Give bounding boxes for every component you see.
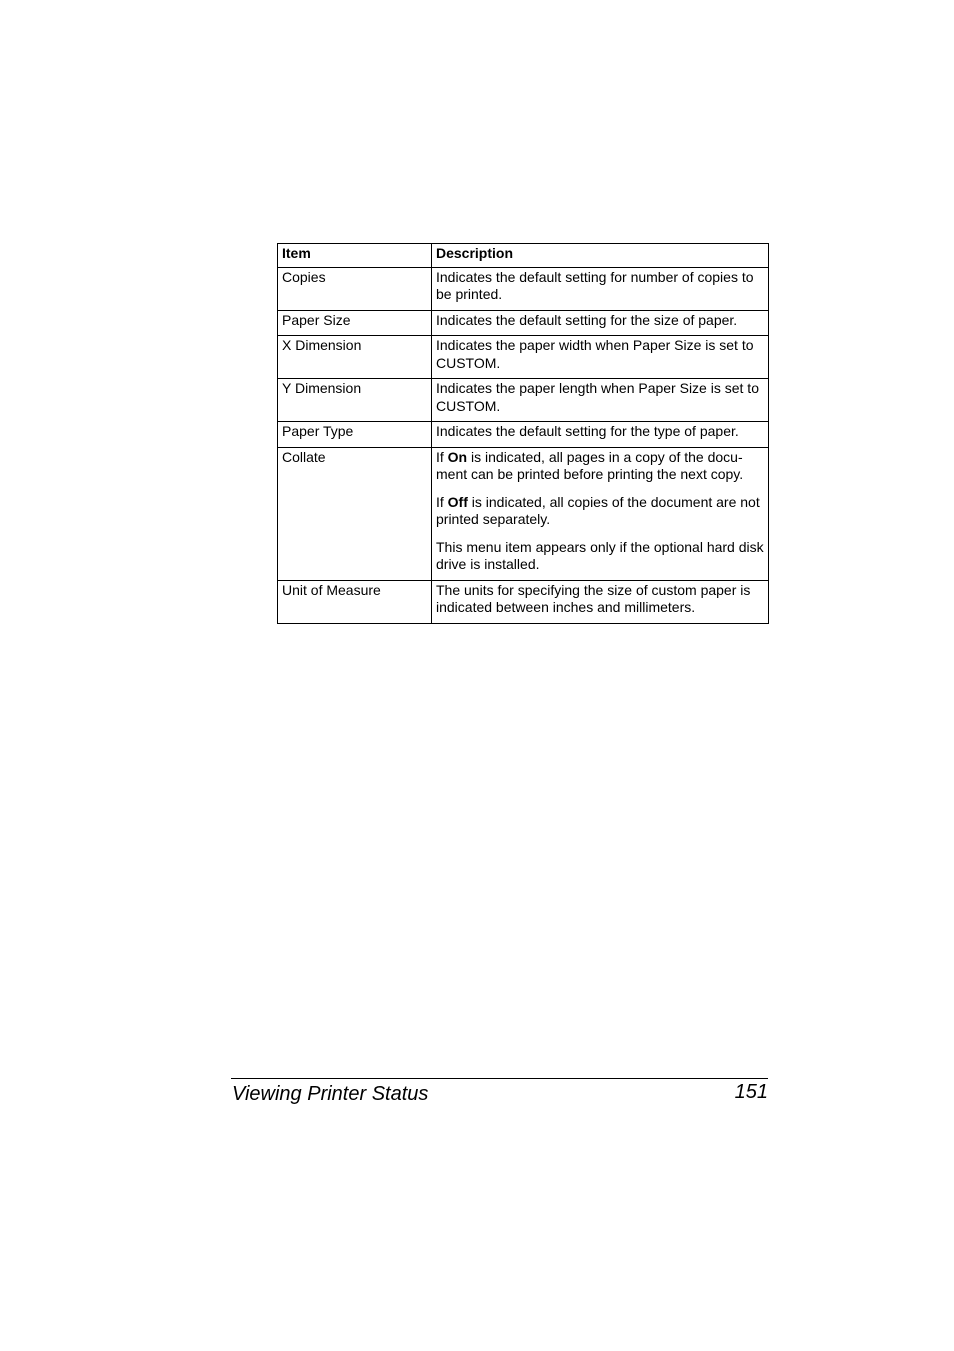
description-text: The units for specifying the size of custom paper is indicated between inches and millimeters.: [436, 581, 751, 615]
column-header-item: Item: [278, 244, 432, 268]
description-paragraph: [436, 494, 765, 529]
description-paragraph: [436, 269, 765, 304]
description-cell: [432, 336, 769, 379]
description-text: is indicated, all pages in a copy of the docu-ment can be printed before printing the next copy.: [436, 448, 744, 482]
table-row: [278, 379, 769, 422]
table-row: [278, 580, 769, 623]
description-paragraph: [436, 380, 765, 415]
table-body: [278, 267, 769, 623]
column-header-description: Description: [432, 244, 769, 268]
description-text: Indicates the paper length when Paper Size is set to CUSTOM.: [436, 380, 759, 414]
footer-divider: [231, 1078, 768, 1079]
table-header: [278, 244, 769, 268]
description-text: If: [436, 493, 448, 510]
description-cell: [432, 267, 769, 310]
table-row: [278, 336, 769, 379]
description-paragraph: [436, 337, 765, 372]
item-cell: Paper Type: [278, 422, 432, 448]
item-cell: Paper Size: [278, 310, 432, 336]
table-header-row: [278, 244, 769, 268]
settings-table: [277, 243, 769, 624]
item-cell: X Dimension: [278, 336, 432, 379]
item-cell: Y Dimension: [278, 379, 432, 422]
description-text: This menu item appears only if the optional hard disk drive is installed.: [436, 538, 764, 572]
page-number: 151: [734, 1081, 768, 1103]
description-paragraph: [436, 582, 765, 617]
description-text: is indicated, all copies of the document are not printed separately.: [436, 493, 760, 527]
description-text: Indicates the default setting for number of copies to be printed.: [436, 268, 754, 302]
emphasized-value: Off: [447, 493, 468, 510]
description-cell: [432, 310, 769, 336]
table-row: [278, 422, 769, 448]
description-text: Indicates the default setting for the size of paper.: [436, 311, 738, 328]
footer-section-title: Viewing Printer Status: [232, 1083, 429, 1105]
description-cell: [432, 379, 769, 422]
item-cell: Unit of Measure: [278, 580, 432, 623]
description-cell: [432, 580, 769, 623]
table-row: [278, 267, 769, 310]
description-cell: [432, 447, 769, 580]
emphasized-value: On: [447, 448, 468, 465]
table-row: [278, 310, 769, 336]
description-paragraph: [436, 312, 765, 330]
description-cell: [432, 422, 769, 448]
description-paragraph: [436, 539, 765, 574]
item-cell: Collate: [278, 447, 432, 580]
description-text: Indicates the default setting for the type of paper.: [436, 423, 739, 439]
description-text: Indicates the paper width when Paper Size is set to CUSTOM.: [436, 337, 754, 371]
description-text: If: [436, 448, 448, 465]
description-paragraph: [436, 423, 765, 441]
table-row: [278, 447, 769, 580]
item-cell: Copies: [278, 267, 432, 310]
description-paragraph: [436, 449, 765, 484]
